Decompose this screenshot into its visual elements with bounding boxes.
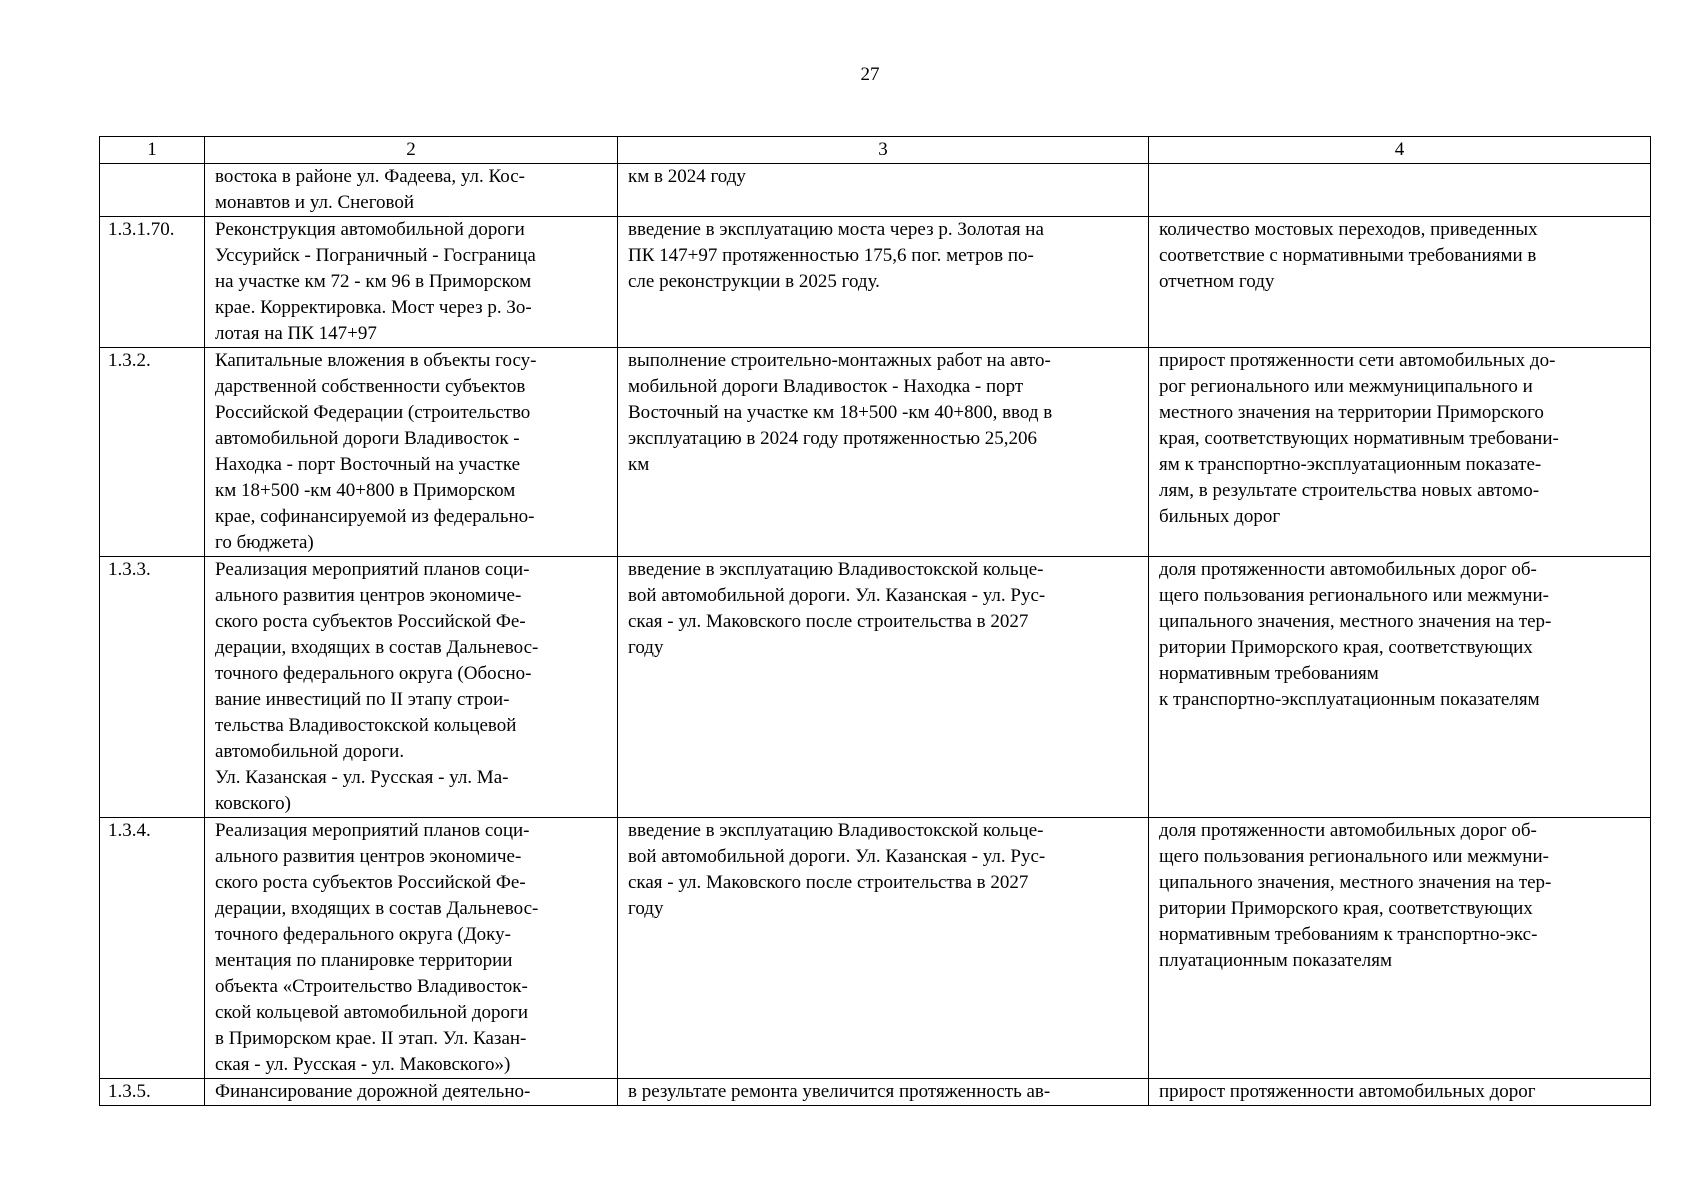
table-row — [100, 1079, 1651, 1106]
row-number-cell — [100, 164, 205, 217]
expected-result-cell: введение в эксплуатацию Владивостокской кольце- вой автомобильной дороги. Ул. Казанская - ул. Рус- ская - ул. Маковского после строительства в 2027 году — [618, 557, 1149, 818]
expected-result-cell: введение в эксплуатацию Владивостокской кольце- вой автомобильной дороги. Ул. Казанская - ул. Рус- ская - ул. Маковского после строительства в 2027 году — [618, 818, 1149, 1079]
column-number-row — [100, 137, 1651, 164]
indicator-cell: доля протяженности автомобильных дорог об- щего пользования регионального или межмуни- ципального значения, местного значения на тер- ритории Приморского края, соответствующих нормативным требованиям к транспортно-эксплуатационным показателям — [1149, 557, 1651, 818]
indicator-cell — [1149, 164, 1651, 217]
row-number-cell: 1.3.5. — [100, 1079, 205, 1106]
measure-name-cell: Финансирование дорожной деятельно- — [205, 1079, 618, 1106]
indicator-cell: прирост протяженности автомобильных дорог — [1149, 1079, 1651, 1106]
column-number-header: 1 — [100, 137, 205, 164]
row-number-cell: 1.3.4. — [100, 818, 205, 1079]
expected-result-cell: выполнение строительно-монтажных работ на авто- мобильной дороги Владивосток - Находка - порт Восточный на участке км 18+500 -км 40+800, ввод в эксплуатацию в 2024 году протяженностью 25,206 км — [618, 348, 1149, 557]
indicator-cell: количество мостовых переходов, приведенных соответствие с нормативными требованиями в отчетном году — [1149, 217, 1651, 348]
measure-name-cell: Реализация мероприятий планов соци- ального развития центров экономиче- ского роста субъектов Российской Фе- дерации, входящих в состав Дальневос- точного федерального округа (Обосно- вание инвестиций по II этапу строи- тельства Владивостокской кольцевой автомобильной дороги. Ул. Казанская - ул. Русская - ул. Ма- ковского) — [205, 557, 618, 818]
measure-name-cell: Реконструкция автомобильной дороги Уссурийск - Пограничный - Госграница на участке км 72 - км 96 в Приморском крае. Корректировка. Мост через р. Зо- лотая на ПК 147+97 — [205, 217, 618, 348]
row-number-cell: 1.3.2. — [100, 348, 205, 557]
column-number-header: 4 — [1149, 137, 1651, 164]
indicator-cell: доля протяженности автомобильных дорог об- щего пользования регионального или межмуни- ципального значения, местного значения на тер- ритории Приморского края, соответствующих нормативным требованиям к транспортно-экс- плуатационным показателям — [1149, 818, 1651, 1079]
column-number-header: 3 — [618, 137, 1149, 164]
table-row — [100, 557, 1651, 818]
measure-name-cell: востока в районе ул. Фадеева, ул. Кос- монавтов и ул. Снеговой — [205, 164, 618, 217]
row-number-cell: 1.3.3. — [100, 557, 205, 818]
expected-result-cell: км в 2024 году — [618, 164, 1149, 217]
table-row — [100, 164, 1651, 217]
measures-table — [99, 136, 1651, 1106]
row-number-cell: 1.3.1.70. — [100, 217, 205, 348]
expected-result-cell: в результате ремонта увеличится протяженность ав- — [618, 1079, 1149, 1106]
measure-name-cell: Реализация мероприятий планов соци- ального развития центров экономиче- ского роста субъектов Российской Фе- дерации, входящих в состав Дальневос- точного федерального округа (Доку- ментация по планировке территории объекта «Строительство Владивосток- ской кольцевой автомобильной дороги в Приморском крае. II этап. Ул. Казан- ская - ул. Русская - ул. Маковского») — [205, 818, 618, 1079]
indicator-cell: прирост протяженности сети автомобильных до- рог регионального или межмуниципального и местного значения на территории Приморского края, соответствующих нормативным требовани- ям к транспортно-эксплуатационным показате- лям, в результате строительства новых автомо- бильных дорог — [1149, 348, 1651, 557]
measure-name-cell: Капитальные вложения в объекты госу- дарственной собственности субъектов Российской Федерации (строительство автомобильной дороги Владивосток - Находка - порт Восточный на участке км 18+500 -км 40+800 в Приморском крае, софинансируемой из федерально- го бюджета) — [205, 348, 618, 557]
page-number: 27 — [860, 64, 880, 85]
table-row — [100, 818, 1651, 1079]
expected-result-cell: введение в эксплуатацию моста через р. Золотая на ПК 147+97 протяженностью 175,6 пог. метров по- сле реконструкции в 2025 году. — [618, 217, 1149, 348]
table-row — [100, 348, 1651, 557]
table-row — [100, 217, 1651, 348]
column-number-header: 2 — [205, 137, 618, 164]
